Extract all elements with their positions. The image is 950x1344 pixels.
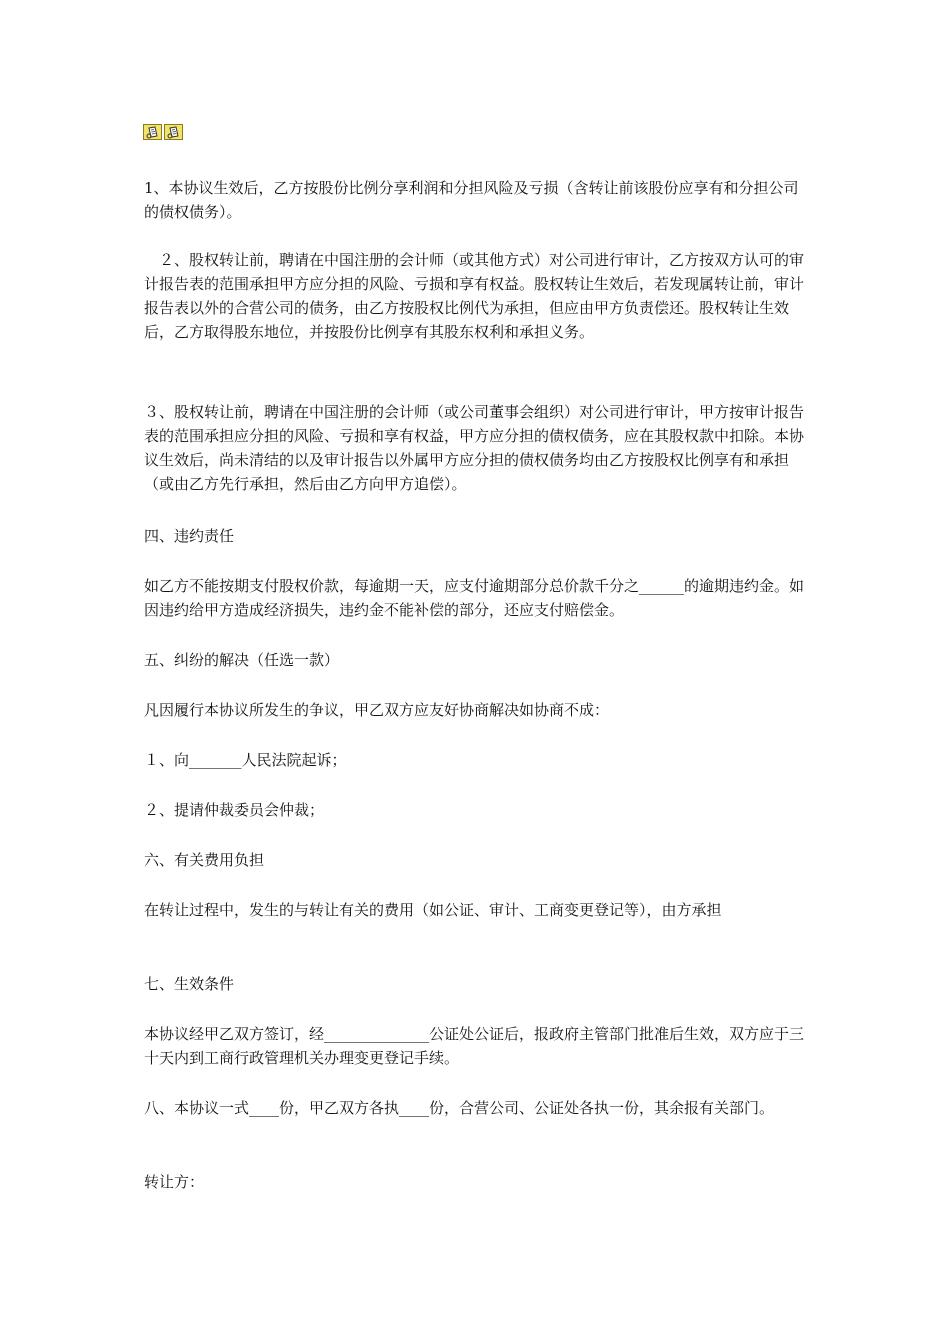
document-link-icon[interactable]: [143, 124, 162, 140]
heading-expenses: 六、有关费用负担: [144, 851, 265, 869]
attachment-icons: [143, 124, 183, 140]
heading-breach-liability: 四、违约责任: [144, 527, 235, 545]
heading-dispute-resolution: 五、纠纷的解决（任选一款）: [144, 651, 340, 669]
paragraph-copies: 八、本协议一式____份，甲乙双方各执____份，合营公司、公证处各执一份，其余报有关部门。: [144, 1099, 775, 1117]
paragraph-clause-3: ３、股权转让前，聘请在中国注册的会计师（或公司董事会组织）对公司进行审计，甲方按审计报告表的范围承担应分担的风险、亏损和享有权益，甲方应分担的债权债务，应在其股权款中扣除。本协议生效后，尚未清结的以及审计报告以外属甲方应分担的债权债务均由乙方按股权比例享有和承担（或由乙方先行承担，然后由乙方向甲方追偿）。: [144, 403, 805, 493]
heading-effective-conditions: 七、生效条件: [144, 975, 235, 993]
paragraph-dispute-option-1: １、向_______人民法院起诉；: [144, 751, 347, 769]
paragraph-dispute-option-2: ２、提请仲裁委员会仲裁；: [144, 801, 325, 819]
paragraph-dispute-intro: 凡因履行本协议所发生的争议，甲乙双方应友好协商解决如协商不成：: [144, 701, 610, 719]
paragraph-transferor: 转让方：: [144, 1173, 205, 1191]
paragraph-clause-1: 1、本协议生效后，乙方按股份比例分享利润和分担风险及亏损（含转让前该股份应享有和分担公司的债权债务）。: [144, 179, 799, 221]
document-link-icon[interactable]: [164, 124, 183, 140]
paragraph-effective-conditions: 本协议经甲乙双方签订，经______________公证处公证后，报政府主管部门批准后生效，双方应于三十天内到工商行政管理机关办理变更登记手续。: [144, 1025, 805, 1067]
paragraph-expenses: 在转让过程中，发生的与转让有关的费用（如公证、审计、工商变更登记等），由方承担: [144, 901, 722, 919]
paragraph-clause-2: ２、股权转让前，聘请在中国注册的会计师（或其他方式）对公司进行审计，乙方按双方认可的审计报告表的范围承担甲方应分担的风险、亏损和享有权益。股权转让生效后，若发现属转让前，审计报告表以外的合营公司的债务，由乙方按股权比例代为承担，但应由甲方负责偿还。股权转让生效后，乙方取得股东地位，并按股份比例享有其股东权利和承担义务。: [144, 251, 805, 341]
paragraph-breach-liability: 如乙方不能按期支付股权价款，每逾期一天，应支付逾期部分总价款千分之______的逾期违约金。如因违约给甲方造成经济损失，违约金不能补偿的部分，还应支付赔偿金。: [144, 577, 805, 619]
